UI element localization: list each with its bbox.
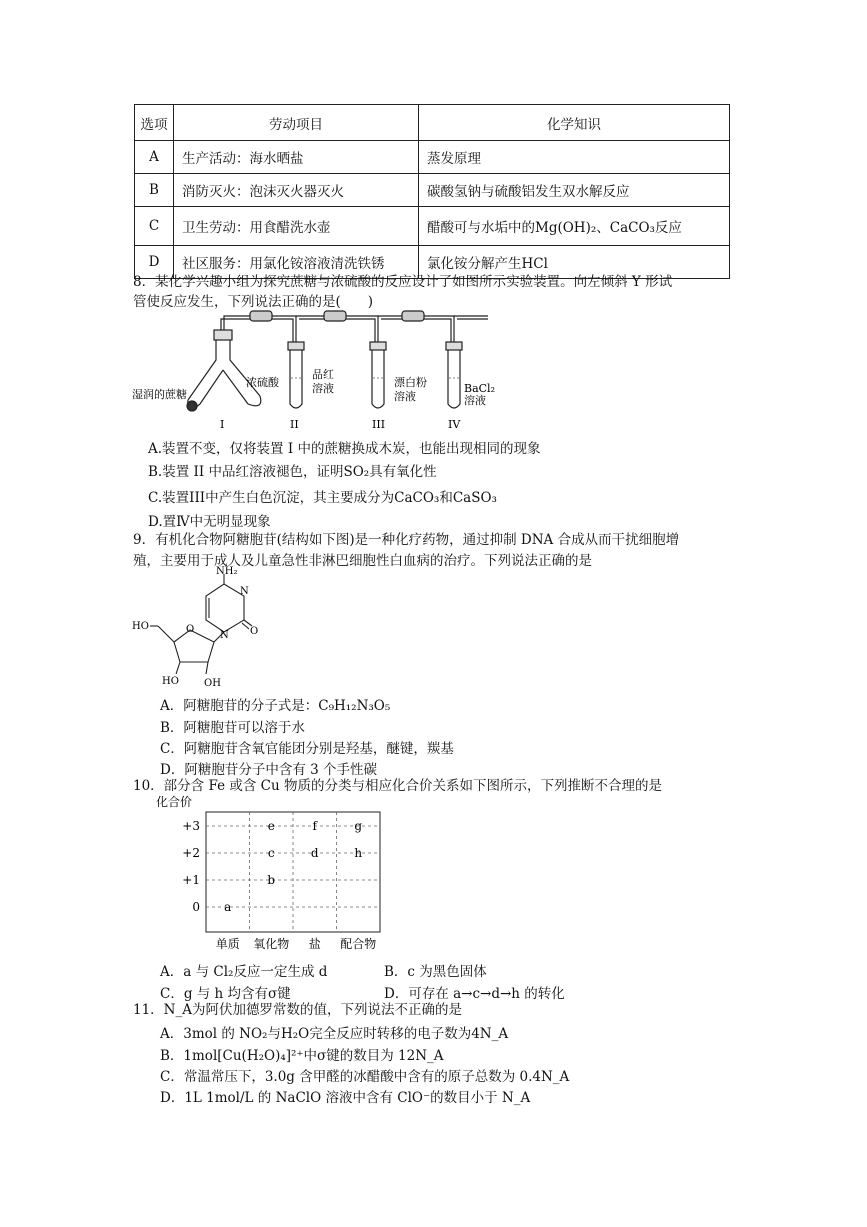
- chart-y-label: 化合价: [156, 795, 193, 809]
- q11-option-c: C．常温常压下，3.0g 含甲醛的冰醋酸中含有的原子总数为 0.4N_A: [160, 1069, 570, 1085]
- q9-option-a: A．阿糖胞苷的分子式是：C₉H₁₂N₃O₅: [160, 698, 391, 714]
- table-cell: D: [135, 246, 174, 279]
- table-cell: 醋酸可与水垢中的Mg(OH)₂、CaCO₃反应: [419, 207, 730, 246]
- atom-nh2: NH₂: [216, 566, 238, 577]
- label-sucrose: 湿润的蔗糖: [132, 388, 187, 401]
- q8-option-a: A.装置不变，仅将装置 I 中的蔗糖换成木炭，也能出现相同的现象: [148, 441, 541, 457]
- label-device-1: I: [220, 418, 225, 431]
- table-header: 劳动项目: [174, 105, 419, 141]
- table-cell: 氯化铵分解产生HCl: [419, 246, 730, 279]
- chart-point-label: g: [354, 819, 363, 833]
- q10-option-d: D．可存在 a→c→d→h 的转化: [384, 986, 565, 1002]
- chart-point-label: e: [267, 819, 275, 833]
- label-pinhong-sol: 溶液: [312, 382, 334, 395]
- chart-x-tick: 盐: [308, 937, 321, 951]
- q10-stem: 10．部分含 Fe 或含 Cu 物质的分类与相应化合价关系如下图所示，下列推断不合理的是: [133, 778, 662, 794]
- table-row: [135, 174, 730, 207]
- label-bacl2: BaCl₂: [464, 382, 495, 395]
- atom-o-ring: O: [186, 624, 195, 635]
- table-cell: A: [135, 141, 174, 174]
- label-conc-acid: 浓硫酸: [246, 376, 279, 389]
- label-pinhong: 品红: [312, 368, 334, 381]
- label-bleach-sol: 溶液: [394, 390, 416, 403]
- label-device-2: II: [290, 418, 299, 431]
- atom-n-bottom: N: [220, 630, 229, 641]
- table-cell: 蒸发原理: [419, 141, 730, 174]
- q9-stem-line2: 殖，主要用于成人及儿童急性非淋巴细胞性白血病的治疗。下列说法正确的是: [133, 553, 592, 569]
- atom-ho-bottom: HO: [162, 676, 179, 687]
- q8-option-b: B.装置 II 中品红溶液褪色，证明SO₂具有氧化性: [148, 464, 437, 480]
- chart-point-label: c: [267, 846, 275, 860]
- chart-point-label: d: [310, 846, 319, 860]
- atom-oh-bottom: OH: [204, 678, 221, 689]
- atom-o-keto: O: [250, 626, 259, 637]
- q8-stem-line2: 管使反应发生，下列说法正确的是( ): [133, 294, 374, 310]
- q10-option-a: A．a 与 Cl₂反应一定生成 d: [160, 964, 328, 980]
- q8-apparatus-diagram: [128, 308, 508, 434]
- chart-x-tick: 单质: [215, 937, 240, 951]
- q9-option-c: C．阿糖胞苷含氧官能团分别是羟基，醚键，羰基: [160, 741, 454, 757]
- chart-point-label: b: [267, 873, 276, 887]
- q8-stem-line1: 8．某化学兴趣小组为探究蔗糖与浓硫酸的反应设计了如图所示实验装置。向左倾斜 Y 形试: [133, 274, 673, 290]
- table-header: 选项: [135, 105, 174, 141]
- atom-ho-left: HO: [132, 621, 149, 632]
- table-cell: B: [135, 174, 174, 207]
- q11-option-d: D．1L 1mol/L 的 NaClO 溶液中含有 ClO⁻的数目小于 N_A: [160, 1090, 531, 1106]
- table-cell: 消防灭火：泡沫灭火器灭火: [174, 174, 419, 207]
- label-device-3: III: [372, 418, 386, 431]
- q11-option-a: A．3mol 的 NO₂与H₂O完全反应时转移的电子数为4N_A: [160, 1026, 509, 1042]
- table-row: [135, 207, 730, 246]
- chart-point-label: f: [312, 819, 317, 833]
- chart-x-tick: 配合物: [340, 937, 377, 951]
- table-header-row: [135, 105, 730, 141]
- chem-labor-table: [134, 104, 730, 279]
- table-cell: 碳酸氢钠与硫酸铝发生双水解反应: [419, 174, 730, 207]
- q10-option-b: B．c 为黑色固体: [384, 964, 487, 980]
- q11-stem: 11．N_A为阿伏加德罗常数的值，下列说法不正确的是: [133, 1002, 462, 1018]
- chart-x-tick: 氧化物: [253, 937, 290, 951]
- q10-valence-chart: [154, 794, 394, 956]
- chart-point-label: h: [354, 846, 363, 860]
- q9-structure-diagram: [128, 566, 278, 690]
- table-cell: C: [135, 207, 174, 246]
- q9-option-b: B．阿糖胞苷可以溶于水: [160, 720, 305, 736]
- q9-option-d: D．阿糖胞苷分子中含有 3 个手性碳: [160, 762, 377, 778]
- chart-y-tick: +1: [182, 873, 200, 887]
- chart-y-tick: +2: [182, 846, 200, 860]
- table-header: 化学知识: [419, 105, 730, 141]
- table-cell: 卫生劳动：用食醋洗水壶: [174, 207, 419, 246]
- chart-point-label: a: [224, 900, 232, 914]
- chart-y-tick: +3: [182, 819, 200, 833]
- chart-y-tick: 0: [192, 900, 200, 914]
- table-row: [135, 141, 730, 174]
- q8-option-d: D.置Ⅳ中无明显现象: [148, 514, 271, 530]
- q9-stem-line1: 9．有机化合物阿糖胞苷(结构如下图)是一种化疗药物，通过抑制 DNA 合成从而干扰细胞增: [133, 532, 680, 548]
- label-bleach: 漂白粉: [394, 376, 427, 389]
- table-cell: 社区服务：用氯化铵溶液清洗铁锈: [174, 246, 419, 279]
- label-bacl2-sol: 溶液: [464, 394, 486, 407]
- q11-option-b: B．1mol[Cu(H₂O)₄]²⁺中σ键的数目为 12N_A: [160, 1048, 444, 1064]
- q10-option-c: C．g 与 h 均含有σ键: [160, 986, 291, 1002]
- q8-option-c: C.装置III中产生白色沉淀，其主要成分为CaCO₃和CaSO₃: [148, 490, 497, 506]
- atom-n-top: N: [240, 586, 249, 597]
- label-device-4: IV: [448, 418, 461, 431]
- table-cell: 生产活动：海水晒盐: [174, 141, 419, 174]
